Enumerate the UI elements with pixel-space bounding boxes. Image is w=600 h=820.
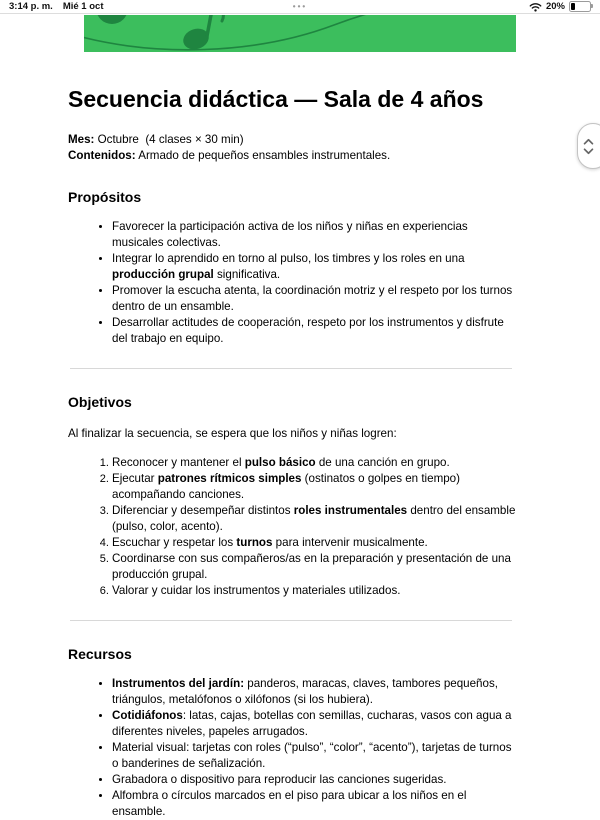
list-item[interactable]: • Desarrollar actitudes de cooperación, respeto por los instrumentos y disfrute del trabajo en equipo. <box>112 315 516 347</box>
battery-icon <box>569 1 591 12</box>
doc-meta[interactable] <box>68 132 530 164</box>
bullet-list-recursos[interactable] <box>68 676 516 820</box>
list-item[interactable]: • Promover la escucha atenta, la coordinación motriz y el respeto por los turnos dentro de un ensamble. <box>112 283 516 315</box>
numbered-list-objetivos[interactable] <box>68 455 516 599</box>
battery-fill <box>571 3 575 10</box>
horizontal-divider <box>70 620 512 621</box>
status-date: Mié 1 oct <box>62 1 104 12</box>
section-heading-propositos[interactable]: Propósitos <box>68 189 142 205</box>
bullet-list-propositos[interactable] <box>68 219 516 347</box>
status-time: 3:14 p. m. <box>9 1 53 12</box>
music-notes-illustration <box>84 15 516 52</box>
list-item[interactable]: • Alfombra o círculos marcados en el piso para ubicar a los niños en el ensamble. <box>112 788 516 820</box>
chevron-down-icon <box>583 148 594 155</box>
scroll-widget[interactable] <box>577 123 600 169</box>
battery-percent: 20% <box>545 1 565 12</box>
list-item[interactable]: • Favorecer la participación activa de los niños y niñas en experiencias musicales colectivas. <box>112 219 516 251</box>
meta-line-contenidos[interactable]: Contenidos: Armado de pequeños ensambles instrumentales. <box>68 149 391 162</box>
list-item[interactable]: 4. Escuchar y respetar los turnos para intervenir musicalmente. <box>112 535 516 551</box>
meta-line-mes[interactable]: Mes: Octubre (4 clases × 30 min) <box>68 133 244 146</box>
objetivos-intro[interactable]: Al finalizar la secuencia, se espera que los niños y niñas logren: <box>68 427 397 440</box>
chevron-up-icon <box>583 138 594 145</box>
status-bar <box>0 0 600 14</box>
list-item[interactable]: 1. Reconocer y mantener el pulso básico de una canción en grupo. <box>112 455 516 471</box>
list-item[interactable]: • Cotidiáfonos: latas, cajas, botellas con semillas, cucharas, vasos con agua a diferentes niveles, papeles arrugados. <box>112 708 516 740</box>
list-item[interactable]: • Grabadora o dispositivo para reproducir las canciones sugeridas. <box>112 772 516 788</box>
multitask-indicator[interactable]: ••• <box>292 2 308 11</box>
scroll-up-button[interactable] <box>583 138 594 145</box>
section-heading-objetivos[interactable]: Objetivos <box>68 394 132 410</box>
section-heading-recursos[interactable]: Recursos <box>68 646 132 662</box>
battery-nub <box>591 4 593 8</box>
list-item[interactable]: 6. Valorar y cuidar los instrumentos y materiales utilizados. <box>112 583 516 599</box>
list-item[interactable]: • Material visual: tarjetas con roles (“pulso”, “color”, “acento”), tarjetas de turnos o banderines de señalización. <box>112 740 516 772</box>
document-page[interactable] <box>0 52 600 820</box>
scroll-down-button[interactable] <box>583 148 594 155</box>
list-item[interactable]: 2. Ejecutar patrones rítmicos simples (ostinatos o golpes en tiempo) acompañando canciones. <box>112 471 516 503</box>
horizontal-divider <box>70 368 512 369</box>
list-item[interactable]: • Instrumentos del jardín: panderos, maracas, claves, tambores pequeños, triángulos, metalófonos o xilófonos (si los hubiera). <box>112 676 516 708</box>
page-title[interactable]: Secuencia didáctica — Sala de 4 años <box>68 86 484 112</box>
music-notes-banner-image <box>84 15 516 52</box>
list-item[interactable]: 5. Coordinarse con sus compañeros/as en la preparación y presentación de una producción grupal. <box>112 551 516 583</box>
list-item[interactable]: 3. Diferenciar y desempeñar distintos roles instrumentales dentro del ensamble (pulso, color, acento). <box>112 503 516 535</box>
list-item[interactable]: • Integrar lo aprendido en torno al pulso, los timbres y los roles en una producción grupal significativa. <box>112 251 516 283</box>
